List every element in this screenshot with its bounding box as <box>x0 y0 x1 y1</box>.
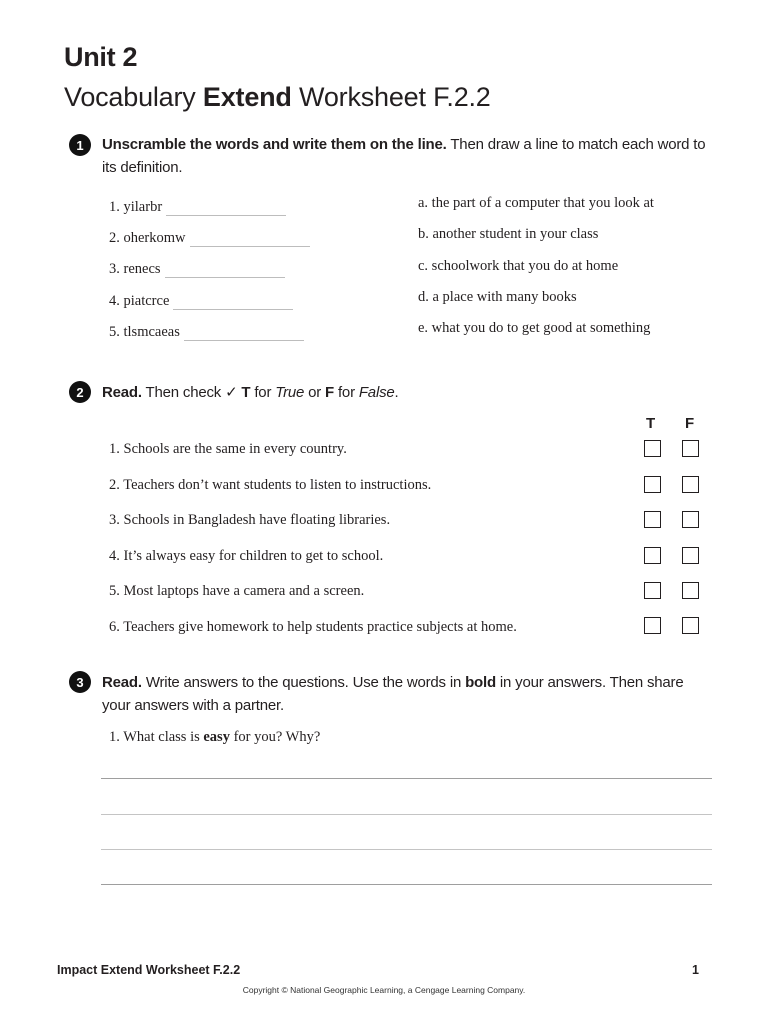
section-3-read: Read. <box>102 674 142 691</box>
false-checkbox[interactable] <box>682 440 699 457</box>
true-checkbox[interactable] <box>644 511 661 528</box>
definition-item: d. a place with many books <box>418 289 577 305</box>
instruction-f: F <box>325 384 334 401</box>
scrambled-word-row <box>109 256 285 278</box>
answer-line[interactable] <box>101 849 712 850</box>
definition-item: e. what you do to get good at something <box>418 320 651 336</box>
section-1-number: 1 <box>69 134 91 156</box>
title-bold: Extend <box>202 82 292 112</box>
definition-item: b. another student in your class <box>418 226 599 242</box>
false-checkbox[interactable] <box>682 582 699 599</box>
scrambled-word: 5. tlsmcaeas <box>109 324 180 340</box>
instruction-text: for <box>334 384 359 401</box>
scrambled-word-row <box>109 319 304 341</box>
question-suffix: for you? Why? <box>229 729 321 745</box>
answer-blank[interactable] <box>165 263 285 278</box>
statement-item: 6. Teachers give homework to help students practice subjects at home. <box>109 619 517 635</box>
definition-item: a. the part of a computer that you look at <box>418 195 654 211</box>
scrambled-word: 3. renecs <box>109 261 161 277</box>
question-prefix: 1. What class is <box>109 729 204 745</box>
section-2-number: 2 <box>69 381 91 403</box>
true-checkbox[interactable] <box>644 547 661 564</box>
scrambled-word: 4. piatcrce <box>109 293 170 309</box>
false-checkbox[interactable] <box>682 617 699 634</box>
true-checkbox[interactable] <box>644 582 661 599</box>
false-checkbox[interactable] <box>682 547 699 564</box>
instruction-text: or <box>304 384 326 401</box>
unit-heading: Unit 2 <box>64 42 138 72</box>
statement-item: 1. Schools are the same in every country. <box>109 441 347 457</box>
page-number: 1 <box>692 963 699 977</box>
true-checkbox[interactable] <box>644 440 661 457</box>
scrambled-word: 2. oherkomw <box>109 230 186 246</box>
section-3-instruction <box>102 671 712 717</box>
definition-item: c. schoolwork that you do at home <box>418 258 619 274</box>
true-checkbox[interactable] <box>644 476 661 493</box>
statement-item: 3. Schools in Bangladesh have floating libraries. <box>109 512 391 528</box>
section-1-instruction <box>102 133 712 179</box>
instruction-text: in your answers. Then share your answers with a partner. <box>102 674 684 714</box>
statement-item: 2. Teachers don’t want students to listen to instructions. <box>109 477 432 493</box>
true-column-header: T <box>646 415 656 432</box>
answer-blank[interactable] <box>166 201 286 216</box>
title-suffix: Worksheet F.2.2 <box>291 82 491 112</box>
question-bold-word: easy <box>203 729 230 745</box>
answer-blank[interactable] <box>173 295 293 310</box>
title-prefix: Vocabulary <box>64 82 203 112</box>
section-2-read: Read. <box>102 384 142 401</box>
answer-line[interactable] <box>101 814 712 815</box>
false-column-header: F <box>685 415 695 432</box>
footer-title: Impact Extend Worksheet F.2.2 <box>57 963 241 977</box>
scrambled-word-row <box>109 288 293 310</box>
instruction-bold-word: bold <box>465 674 496 691</box>
true-checkbox[interactable] <box>644 617 661 634</box>
answer-blank[interactable] <box>190 232 310 247</box>
instruction-t: T <box>241 384 251 401</box>
section-1-instruction-bold: Unscramble the words and write them on the line. <box>102 136 447 153</box>
instruction-text: . <box>394 384 399 401</box>
statement-item: 5. Most laptops have a camera and a screen. <box>109 583 365 599</box>
question-item <box>109 729 320 746</box>
instruction-text: for <box>250 384 276 401</box>
false-checkbox[interactable] <box>682 511 699 528</box>
instruction-true: True <box>275 384 305 401</box>
instruction-text: Then check ✓ <box>141 384 242 401</box>
scrambled-word-row <box>109 194 286 216</box>
instruction-text: Write answers to the questions. Use the words in <box>141 674 466 691</box>
instruction-false: False <box>358 384 395 401</box>
answer-blank[interactable] <box>184 326 304 341</box>
answer-line[interactable] <box>101 778 712 779</box>
scrambled-word-row <box>109 225 310 247</box>
scrambled-word: 1. yilarbr <box>109 199 163 215</box>
section-1-instruction-rest: Then draw a line to match each word to its definition. <box>102 136 706 176</box>
section-2-instruction <box>102 381 712 404</box>
section-3-number: 3 <box>69 671 91 693</box>
worksheet-title <box>64 82 491 113</box>
answer-line[interactable] <box>101 884 712 885</box>
false-checkbox[interactable] <box>682 476 699 493</box>
copyright-notice: Copyright © National Geographic Learning, a Cengage Learning Company. <box>242 985 526 995</box>
statement-item: 4. It’s always easy for children to get to school. <box>109 548 384 564</box>
